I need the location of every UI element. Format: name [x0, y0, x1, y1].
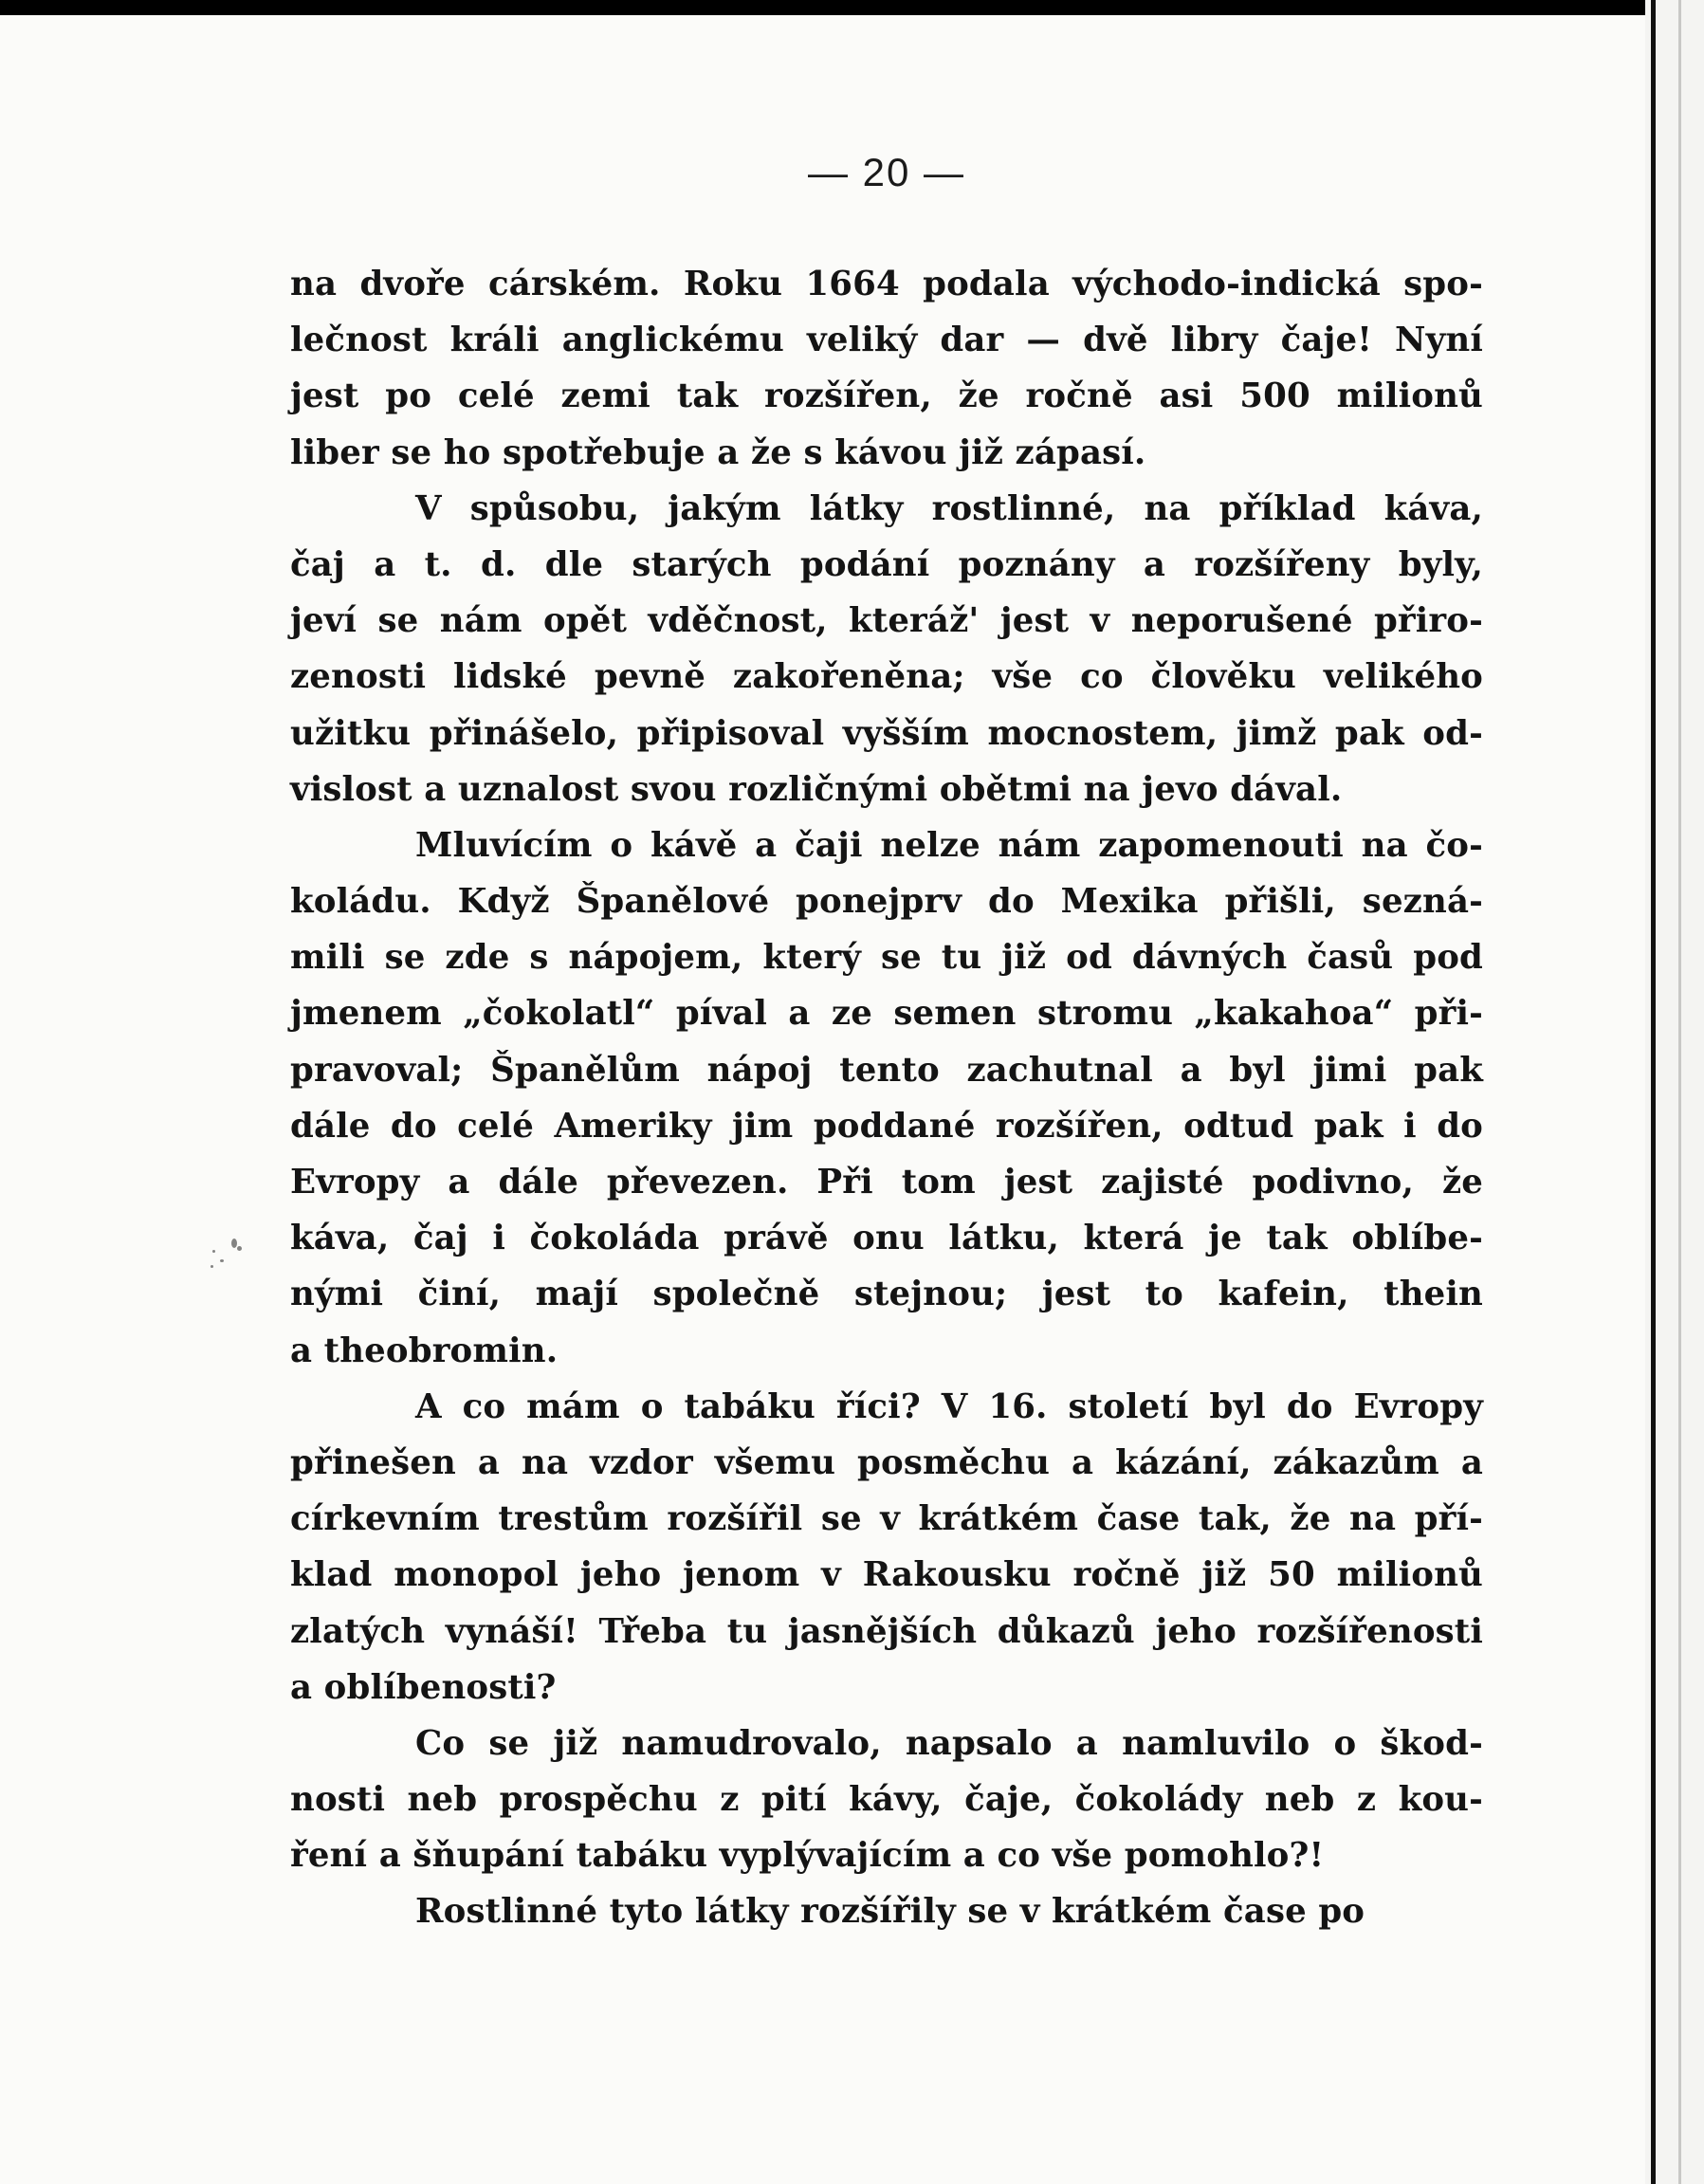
text-line: káva, čaj i čokoláda právě onu látku, která je tak oblíbe- [290, 1219, 1483, 1258]
ink-smudge [203, 1233, 250, 1275]
paragraph-1 [290, 256, 1483, 481]
text-line: užitku přinášelo, připisoval vyšším mocnostem, jimž pak od- [290, 713, 1483, 753]
text-line: čaj a t. d. dle starých podání poznány a rozšířeny byly, [290, 544, 1483, 584]
text-line: dále do celé Ameriky jim poddané rozšířen, odtud pak i do [290, 1106, 1483, 1146]
text-line: pravoval; Španělům nápoj tento zachutnal a byl jimi pak [290, 1050, 1483, 1090]
text-line: nými činí, mají společně stejnou; jest to kafein, thein [290, 1275, 1483, 1314]
text-line: jest po celé zemi tak rozšířen, že ročně asi 500 milionů [290, 376, 1483, 416]
text-line: V spůsobu, jakým látky rostlinné, na příklad káva, [415, 488, 1483, 528]
page-edge-line [1651, 0, 1656, 2184]
text-line: ření a šňupání tabáku vyplývajícím a co vše pomohlo?! [290, 1836, 1325, 1876]
text-line: církevním trestům rozšířil se v krátkém čase tak, že na pří- [290, 1499, 1483, 1539]
text-line: Rostlinné tyto látky rozšířily se v krátkém čase po [415, 1892, 1365, 1932]
text-line: koládu. Když Španělové ponejprv do Mexika přišli, sezná- [290, 882, 1483, 922]
text-line: klad monopol jeho jenom v Rakousku ročně již 50 milionů [290, 1555, 1483, 1595]
page-edge-shadow [1678, 0, 1681, 2184]
text-line: zlatých vynáší! Třeba tu jasnějších důkazů jeho rozšířenosti [290, 1611, 1483, 1651]
text-line: vislost a uznalost svou rozličnými obětmi na jevo dával. [290, 769, 1343, 809]
text-line: Mluvícím o kávě a čaji nelze nám zapomenouti na čo- [415, 825, 1483, 865]
page-number: — 20 — [807, 150, 966, 194]
paragraph-3 [290, 817, 1483, 1379]
text-line: jeví se nám opět vděčnost, kteráž' jest v neporušené přiro- [290, 601, 1483, 641]
text-line: na dvoře cárském. Roku 1664 podala východo-indická spo- [290, 265, 1483, 303]
text-line: a theobromin. [290, 1331, 559, 1370]
text-line: přinešen a na vzdor všemu posměchu a kázání, zákazům a [290, 1442, 1483, 1482]
text-line: jmenem „čokolatl“ píval a ze semen stromu „kakahoa“ při- [290, 994, 1483, 1034]
paragraph-4 [290, 1379, 1483, 1716]
text-line: Evropy a dále převezen. Při tom jest zajisté podivno, že [290, 1163, 1483, 1202]
text-line: liber se ho spotřebuje a že s kávou již zápasí. [290, 432, 1146, 472]
text-line: Co se již namudrovalo, napsalo a namluvilo o škod- [415, 1723, 1483, 1763]
paragraph-2 [290, 481, 1483, 817]
text-line: zenosti lidské pevně zakořeněna; vše co člověku velikého [290, 657, 1483, 697]
text-line: nosti neb prospěchu z pití kávy, čaje, čokolády neb z kou- [290, 1780, 1483, 1820]
text-line: mili se zde s nápojem, který se tu již od dávných časů pod [290, 938, 1483, 978]
body-text [290, 256, 1483, 1940]
paragraph-6 [290, 1883, 1483, 1939]
text-line: A co mám o tabáku říci? V 16. století byl do Evropy [415, 1386, 1483, 1426]
paragraph-5 [290, 1716, 1483, 1884]
text-line: lečnost králi anglickému veliký dar — dvě libry čaje! Nyní [290, 321, 1483, 360]
text-line: a oblíbenosti? [290, 1667, 557, 1707]
